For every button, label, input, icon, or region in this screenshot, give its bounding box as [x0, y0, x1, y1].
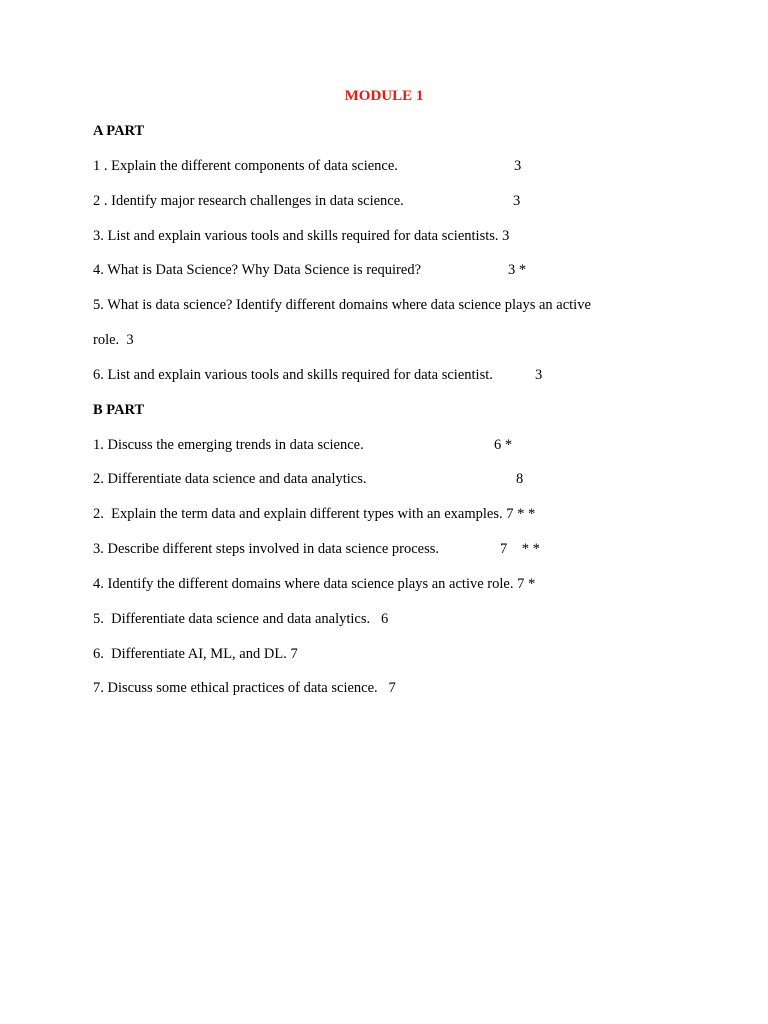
- part-a-question-marks: 3: [514, 158, 522, 174]
- part-b-question-marks: 6 *: [494, 437, 513, 453]
- part-a-question: 5. What is data science? Identify different domains where data science plays an active: [93, 297, 591, 313]
- part-b-question: 7. Discuss some ethical practices of data science. 7: [93, 680, 396, 696]
- part-b-question: 4. Identify the different domains where data science plays an active role. 7 *: [93, 576, 536, 592]
- part-a-question: 6. List and explain various tools and skills required for data scientist.: [93, 367, 493, 383]
- part-a-question-marks: 3: [535, 367, 543, 383]
- part-a-question: 4. What is Data Science? Why Data Science is required?: [93, 262, 421, 278]
- part-b-question: 3. Describe different steps involved in data science process.: [93, 541, 440, 557]
- part-b-question: 1. Discuss the emerging trends in data science.: [93, 437, 364, 453]
- part-a-question: 1 . Explain the different components of data science.: [93, 158, 398, 174]
- part-b-question-marks: 8: [516, 471, 524, 487]
- part-b-heading: B PART: [93, 402, 145, 418]
- part-b-question: 6. Differentiate AI, ML, and DL. 7: [93, 646, 298, 662]
- part-a-question-marks: 3: [513, 193, 521, 209]
- part-a-question: 3. List and explain various tools and skills required for data scientists. 3: [93, 228, 510, 244]
- part-b-question: 2. Explain the term data and explain different types with an examples. 7 * *: [93, 506, 536, 522]
- part-b-question: 2. Differentiate data science and data analytics.: [93, 471, 367, 487]
- module-title: MODULE 1: [344, 88, 424, 104]
- part-b-question: 5. Differentiate data science and data analytics. 6: [93, 611, 389, 627]
- part-a-question-marks: 3 *: [508, 262, 527, 278]
- part-b-question-marks: 7 * *: [500, 541, 540, 557]
- part-a-heading: A PART: [93, 123, 145, 139]
- part-a-question-continuation: role. 3: [93, 332, 134, 348]
- part-a-question: 2 . Identify major research challenges in data science.: [93, 193, 404, 209]
